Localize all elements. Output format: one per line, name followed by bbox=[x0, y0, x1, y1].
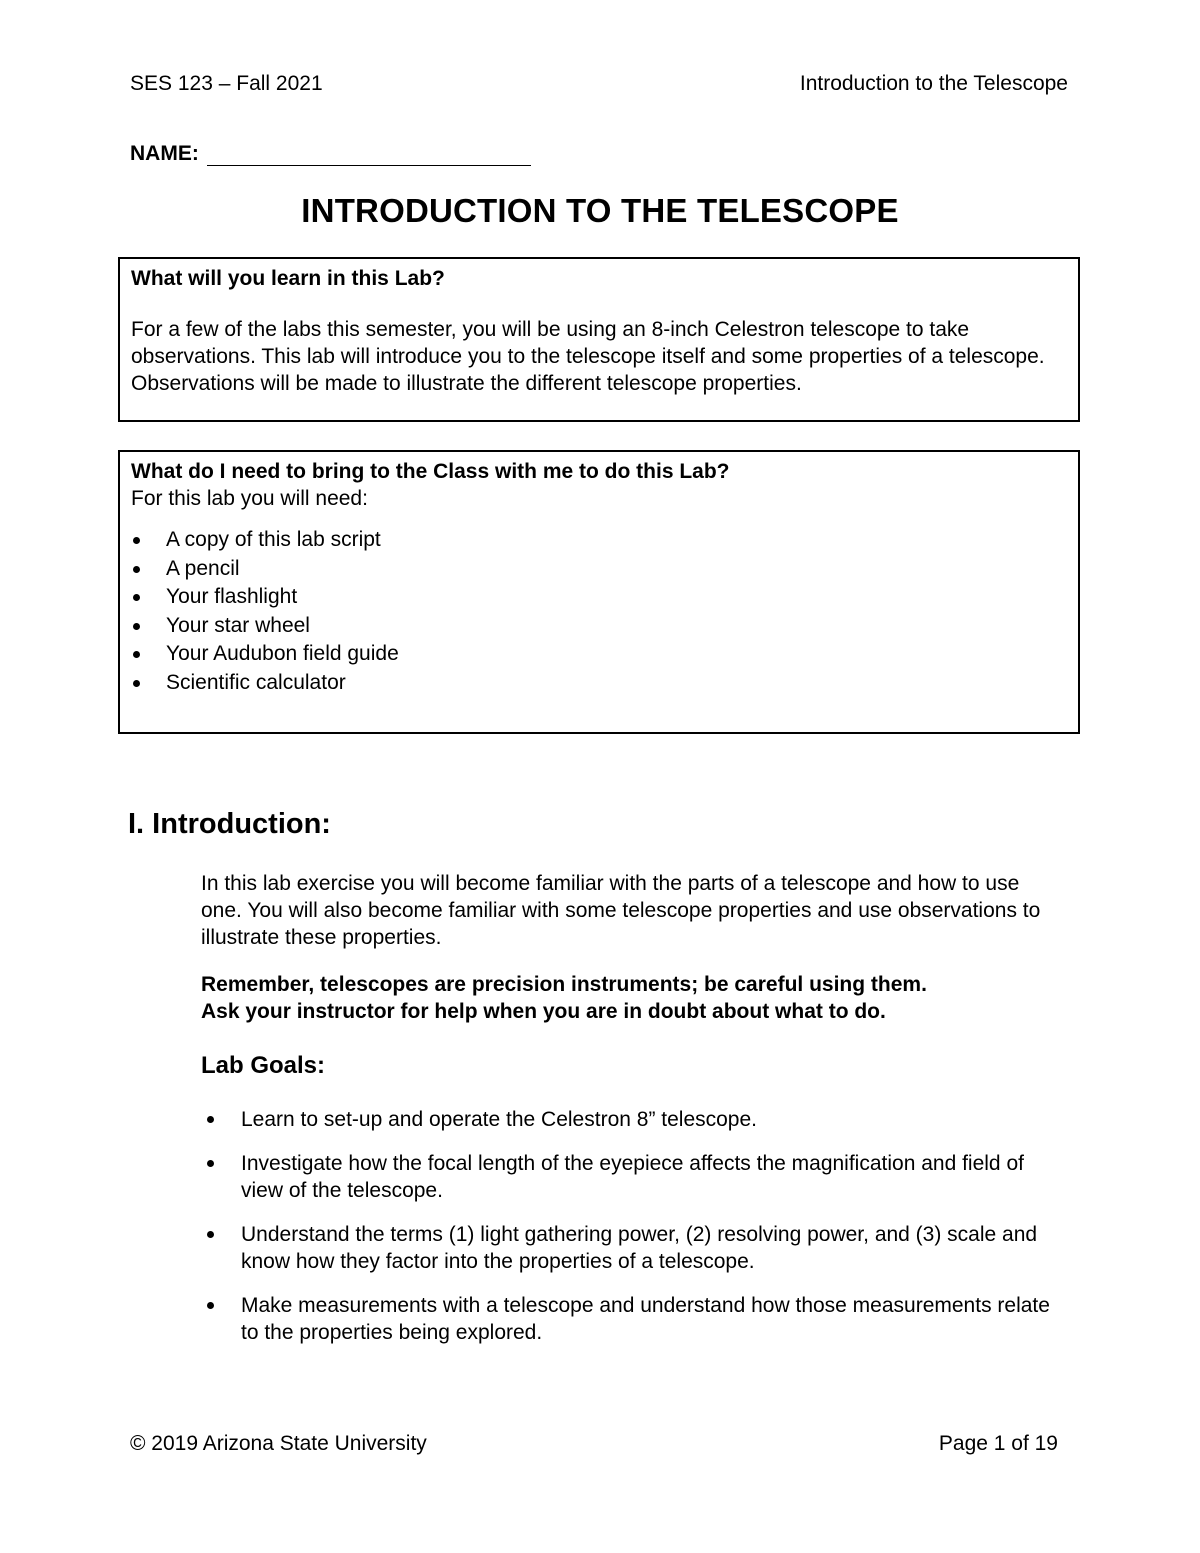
list-item-text: Understand the terms (1) light gathering power, (2) resolving power, and (3) scale and know how they factor into the properties of a telescope. bbox=[241, 1223, 1038, 1273]
page-number: Page 1 of 19 bbox=[938, 1432, 1058, 1455]
list-item bbox=[131, 640, 1068, 669]
page-title: INTRODUCTION TO THE TELESCOPE bbox=[301, 192, 899, 229]
bullet-icon bbox=[133, 680, 140, 687]
bullet-icon bbox=[133, 537, 140, 544]
lab-goals-heading: Lab Goals: bbox=[201, 1052, 326, 1079]
name-blank-field bbox=[207, 143, 531, 166]
bullet-icon bbox=[133, 651, 140, 658]
page-header bbox=[130, 72, 1068, 102]
list-item-text: Your star wheel bbox=[166, 613, 310, 637]
list-item-text: Your Audubon field guide bbox=[166, 642, 399, 665]
page-footer bbox=[130, 1432, 1058, 1462]
copyright-text: © 2019 Arizona State University bbox=[130, 1432, 427, 1455]
lab-goals bbox=[201, 1106, 1061, 1363]
list-item bbox=[131, 669, 1068, 698]
list-item bbox=[131, 583, 1068, 612]
bullet-icon bbox=[207, 1160, 214, 1167]
bullet-icon bbox=[207, 1116, 214, 1123]
course-label: SES 123 – Fall 2021 bbox=[130, 72, 323, 95]
bullet-icon bbox=[207, 1231, 214, 1238]
learn-box bbox=[118, 257, 1080, 422]
bring-box bbox=[118, 450, 1080, 734]
list-item bbox=[131, 612, 1068, 641]
list-item-text: Your flashlight bbox=[166, 585, 298, 608]
learn-box-spacer bbox=[131, 292, 1068, 316]
warning-line-2: Ask your instructor for help when you are in doubt about what to do. bbox=[201, 1000, 886, 1023]
introduction-paragraph: In this lab exercise you will become familiar with the parts of a telescope and how to use one. You will also become familiar with some telescope properties and use observations to illustrate these properties. bbox=[201, 872, 1041, 949]
list-item bbox=[201, 1221, 1061, 1275]
bring-box-intro: For this lab you will need: bbox=[131, 487, 368, 510]
bring-list bbox=[131, 526, 1068, 697]
list-item bbox=[131, 526, 1068, 555]
bullet-icon bbox=[207, 1302, 214, 1309]
bullet-icon bbox=[133, 594, 140, 601]
warning-text bbox=[201, 971, 1061, 1025]
goals-list bbox=[201, 1106, 1061, 1346]
list-item bbox=[201, 1292, 1061, 1346]
list-item bbox=[201, 1106, 1061, 1133]
bullet-icon bbox=[133, 566, 140, 573]
list-item-text: Make measurements with a telescope and understand how those measurements relate to the properties being explored. bbox=[241, 1294, 1050, 1344]
list-item-text: A copy of this lab script bbox=[166, 528, 381, 551]
learn-box-body: For a few of the labs this semester, you will be using an 8-inch Celestron telescope to take observations. This lab will introduce you to the telescope itself and some properties of a telescope. Observations will be made to illustrate the different telescope properties. bbox=[131, 318, 1045, 395]
bullet-icon bbox=[133, 623, 140, 630]
list-item bbox=[131, 555, 1068, 584]
introduction-heading: I. Introduction: bbox=[128, 808, 331, 840]
introduction-body bbox=[201, 870, 1061, 1025]
learn-box-heading: What will you learn in this Lab? bbox=[131, 267, 445, 290]
bring-box-heading: What do I need to bring to the Class with me to do this Lab? bbox=[131, 460, 730, 483]
list-item-text: A pencil bbox=[166, 556, 240, 580]
name-line bbox=[130, 142, 531, 166]
list-item bbox=[201, 1150, 1061, 1204]
name-label: NAME: bbox=[130, 142, 199, 165]
header-doc-title: Introduction to the Telescope bbox=[799, 72, 1068, 95]
list-item-text: Learn to set-up and operate the Celestron 8” telescope. bbox=[241, 1108, 757, 1131]
list-item-text: Investigate how the focal length of the eyepiece affects the magnification and field of view of the telescope. bbox=[241, 1152, 1024, 1202]
list-item-text: Scientific calculator bbox=[166, 670, 346, 694]
warning-line-1: Remember, telescopes are precision instruments; be careful using them. bbox=[201, 973, 927, 996]
